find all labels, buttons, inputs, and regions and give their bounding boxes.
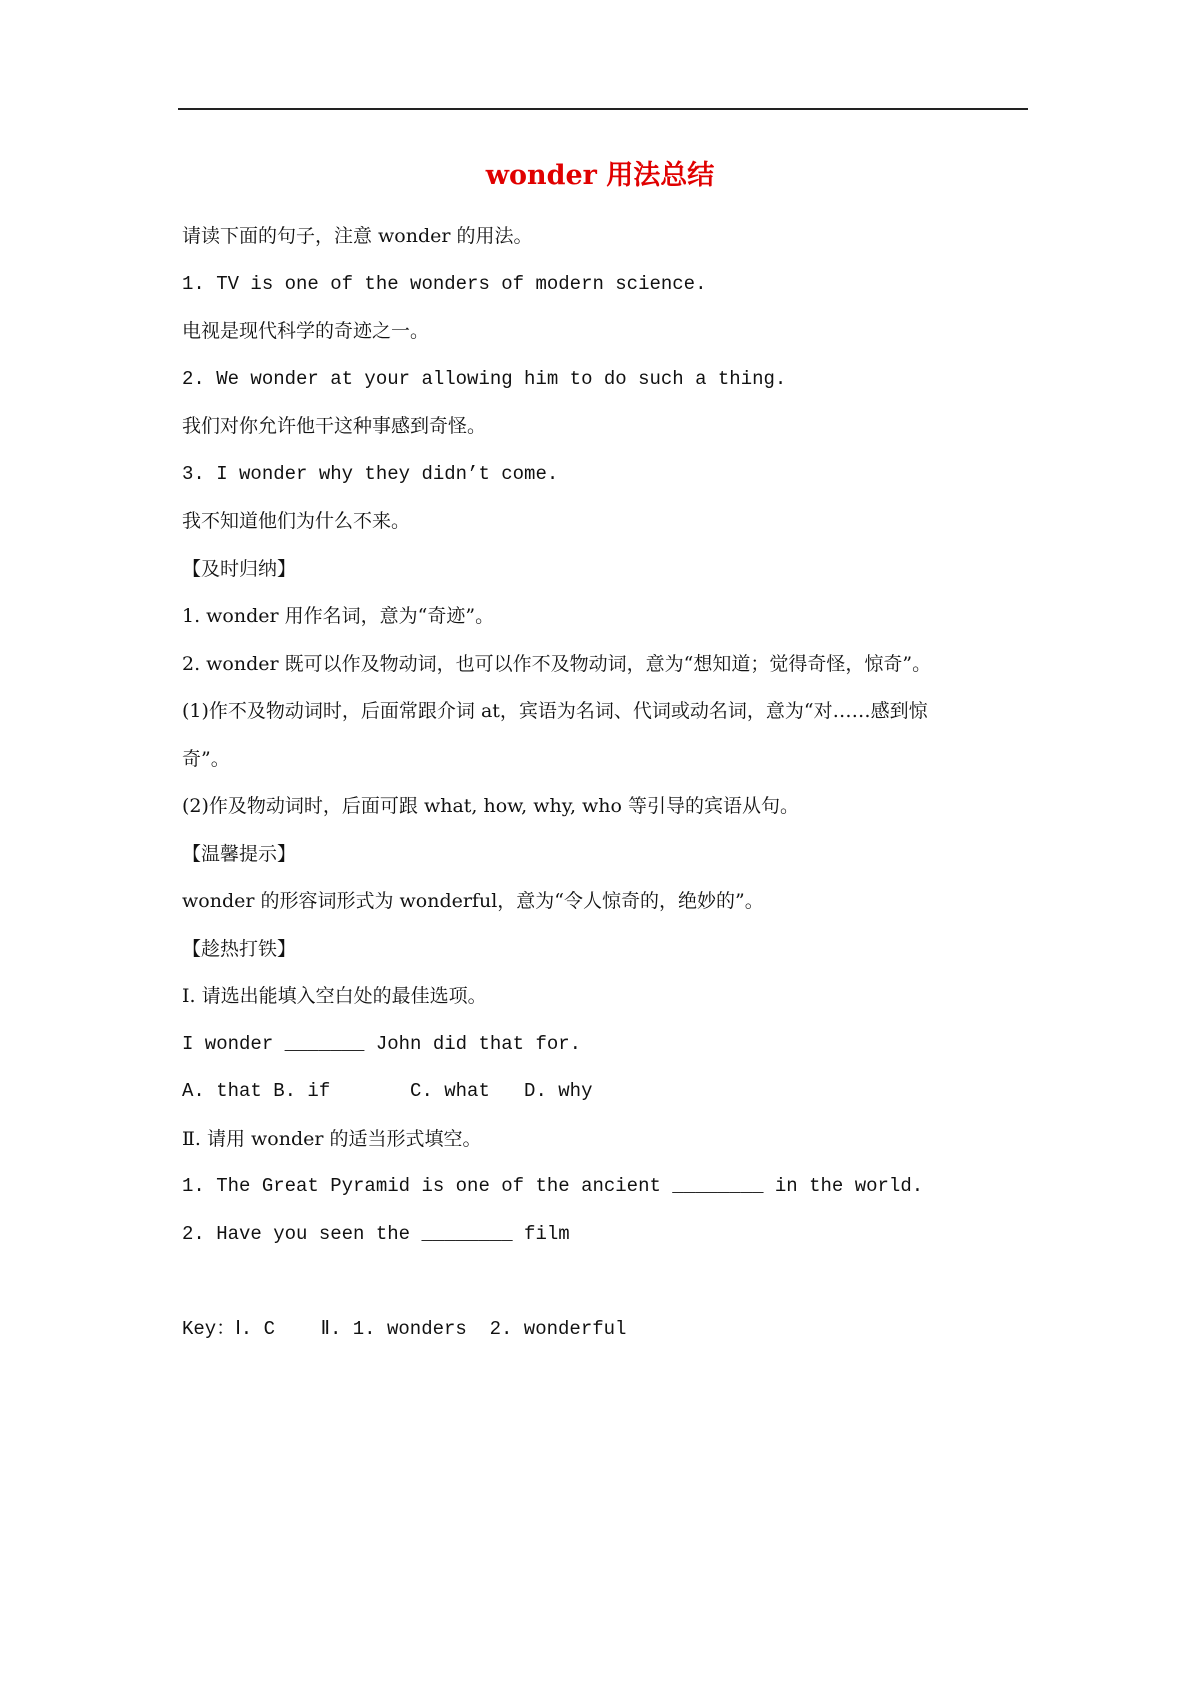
- spacer: [182, 1258, 1032, 1306]
- practice-part2-item-1: 1. The Great Pyramid is one of the ancient ________ in the world.: [182, 1175, 924, 1197]
- example-3-zh: 我不知道他们为什么不来。: [182, 510, 411, 532]
- example-1-en: 1. TV is one of the wonders of modern science.: [182, 272, 707, 295]
- example-1-zh: 电视是现代科学的奇迹之一。: [182, 320, 430, 342]
- practice-part2-item-2: 2. Have you seen the ________ film: [182, 1222, 570, 1245]
- summary-heading: 【及时归纳】: [182, 557, 297, 580]
- summary-item-2: 2. wonder 既可以作及物动词，也可以作不及物动词，意为“想知道；觉得奇怪，惊奇”。: [182, 652, 932, 675]
- document-body: [182, 213, 1032, 1353]
- summary-item-1: 1. wonder 用作名词，意为“奇迹”。: [182, 605, 495, 627]
- page-title: wonder 用法总结: [485, 160, 715, 191]
- summary-item-3-cont: 奇”。: [182, 747, 230, 770]
- example-2-en: 2. We wonder at your allowing him to do such a thing.: [182, 367, 787, 390]
- practice-part1-title: Ⅰ. 请选出能填入空白处的最佳选项。: [182, 985, 487, 1007]
- practice-heading: 【趁热打铁】: [182, 937, 297, 960]
- example-2-zh: 我们对你允许他干这种事感到奇怪。: [182, 415, 487, 437]
- tip-heading: 【温馨提示】: [182, 842, 297, 865]
- header-rule: [178, 108, 1028, 110]
- practice-part1-options: A. that B. if C. what D. why: [182, 1080, 593, 1102]
- intro-line: 请读下面的句子，注意 wonder 的用法。: [182, 225, 533, 247]
- summary-item-3: (1)作不及物动词时，后面常跟介词 at，宾语为名词、代词或动名词，意为“对……感到惊: [182, 700, 928, 722]
- example-3-en: 3. I wonder why they didn’t come.: [182, 462, 559, 485]
- tip-text: wonder 的形容词形式为 wonderful，意为“令人惊奇的，绝妙的”。: [182, 890, 764, 912]
- practice-part1-question: I wonder _______ John did that for.: [182, 1032, 582, 1055]
- answer-key: Key：Ⅰ. C Ⅱ. 1. wonders 2. wonderful: [182, 1317, 627, 1340]
- practice-part2-title: Ⅱ. 请用 wonder 的适当形式填空。: [182, 1127, 482, 1150]
- summary-item-4: (2)作及物动词时，后面可跟 what, how, why, who 等引导的宾语从句。: [182, 795, 800, 817]
